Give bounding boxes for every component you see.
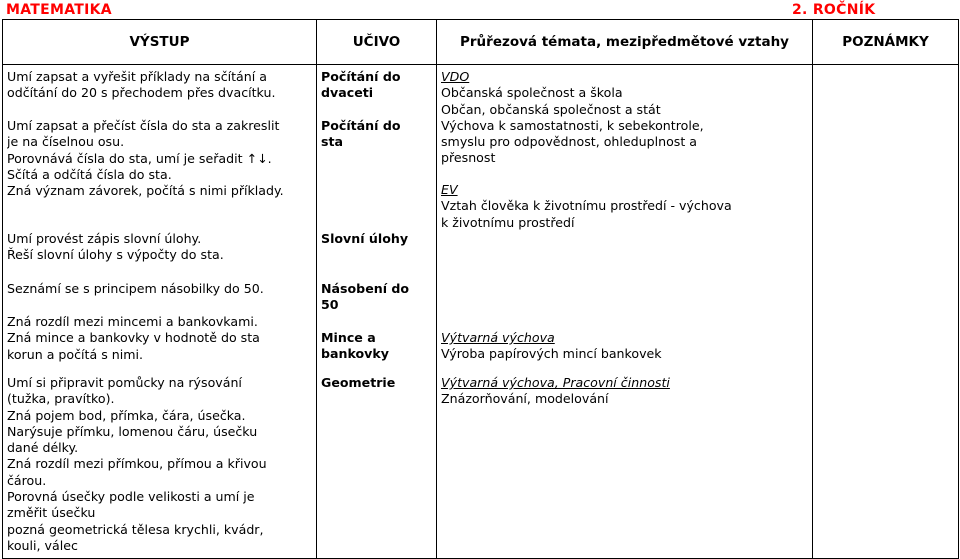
text-line: Výchova k samostatnosti, k sebekontrole, (441, 117, 704, 133)
geo-title: Výtvarná výchova, Pracovní činnosti (441, 375, 670, 390)
ucivo-topic-4 (321, 281, 432, 314)
text-line: kouli, válec (7, 537, 78, 553)
text-line: pozná geometrická tělesa krychli, kvádr, (7, 521, 264, 537)
text-line: Zná rozdíl mezi přímkou, přímou a křivou (7, 456, 267, 472)
text-line: bankovky (321, 346, 389, 362)
text-line: Zná rozdíl mezi mincemi a bankovkami. (7, 314, 258, 329)
text-line: Seznámí se s principem násobilky do 50. (7, 281, 264, 296)
text-line: Sčítá a odčítá čísla do sta. (7, 166, 172, 182)
vv-title: Výtvarná výchova (441, 330, 555, 345)
vystup-block-6 (7, 375, 312, 554)
table-header-row (3, 20, 959, 65)
vystup-block-1 (7, 69, 312, 102)
ucivo-topic-6 (321, 375, 432, 391)
poznamky-cell (813, 65, 959, 559)
text-line: Počítání do (321, 69, 401, 84)
geo-block (441, 375, 808, 408)
text-line: Porovná úsečky podle velikosti a umí je (7, 489, 255, 505)
column-header-poznamky: POZNÁMKY (813, 20, 959, 65)
text-line: Mince a (321, 330, 376, 345)
text-line: Umí zapsat a vyřešit příklady na sčítání a (7, 69, 267, 84)
column-header-ucivo: UČIVO (317, 20, 437, 65)
ev-block (441, 182, 808, 231)
text-line: Umí provést zápis slovní úlohy. (7, 231, 202, 246)
vdo-title: VDO (441, 69, 470, 84)
vystup-block-2 (7, 118, 312, 199)
text-line: Znázorňování, modelování (441, 391, 609, 407)
text-line: Porovnává čísla do sta, umí je seřadit ↑↓. (7, 150, 272, 166)
text-line: dvaceti (321, 85, 374, 101)
text-line: Občan, občanská společnost a stát (441, 101, 661, 117)
text-line: Občanská společnost a škola (441, 85, 623, 101)
text-line: k životnímu prostředí (441, 214, 575, 230)
text-line: Zná mince a bankovky v hodnotě do sta (7, 330, 260, 346)
text-line: Narýsuje přímku, lomenou čáru, úsečku (7, 423, 258, 439)
text-line: Slovní úlohy (321, 231, 409, 246)
text-line: Umí si připravit pomůcky na rýsování (7, 375, 242, 390)
text-line: 50 (321, 297, 339, 313)
text-line: Zná význam závorek, počítá s nimi příklady. (7, 183, 284, 199)
vystup-block-5 (7, 314, 312, 363)
column-header-vystup: VÝSTUP (3, 20, 317, 65)
text-line: Geometrie (321, 375, 396, 390)
ucivo-topic-3 (321, 231, 432, 247)
grade-title: 2. ROČNÍK (792, 2, 876, 18)
table-body-row (3, 65, 959, 559)
text-line: smyslu pro odpovědnost, ohleduplnost a (441, 134, 698, 150)
page-header (6, 2, 954, 18)
ucivo-cell (317, 65, 437, 559)
vystup-cell (3, 65, 317, 559)
text-line: Řeší slovní úlohy s výpočty do sta. (7, 247, 224, 263)
text-line: sta (321, 134, 344, 150)
ev-title: EV (441, 182, 458, 197)
vystup-block-3 (7, 231, 312, 264)
text-line: korun a počítá s nimi. (7, 346, 144, 362)
poznamky-text (817, 69, 954, 558)
vystup-block-4 (7, 281, 312, 297)
text-line: Zná pojem bod, přímka, čára, úsečka. (7, 407, 246, 423)
temata-cell (437, 65, 813, 559)
text-line: čárou. (7, 472, 47, 488)
text-line: Násobení do (321, 281, 410, 296)
text-line: Vztah člověka k životnímu prostředí - výchova (441, 198, 732, 214)
column-header-temata: Průřezová témata, mezipředmětové vztahy (437, 20, 813, 65)
text-line: je na číselnou osu. (7, 134, 125, 150)
vv-block (441, 330, 808, 363)
text-line: dané délky. (7, 440, 79, 456)
subject-title: MATEMATIKA (6, 2, 112, 18)
ucivo-topic-5 (321, 330, 432, 363)
vdo-block (441, 69, 808, 167)
text-line: Umí zapsat a přečíst čísla do sta a zakreslit (7, 118, 280, 133)
text-line: (tužka, pravítko). (7, 391, 115, 407)
text-line: přesnost (441, 150, 496, 166)
text-line: odčítání do 20 s přechodem přes dvacítku. (7, 85, 276, 101)
text-line: Počítání do (321, 118, 401, 133)
ucivo-topic-2 (321, 118, 432, 151)
text-line: Výroba papírových mincí bankovek (441, 346, 662, 362)
text-line: změřit úsečku (7, 505, 96, 521)
curriculum-table (2, 19, 959, 559)
ucivo-topic-1 (321, 69, 432, 102)
